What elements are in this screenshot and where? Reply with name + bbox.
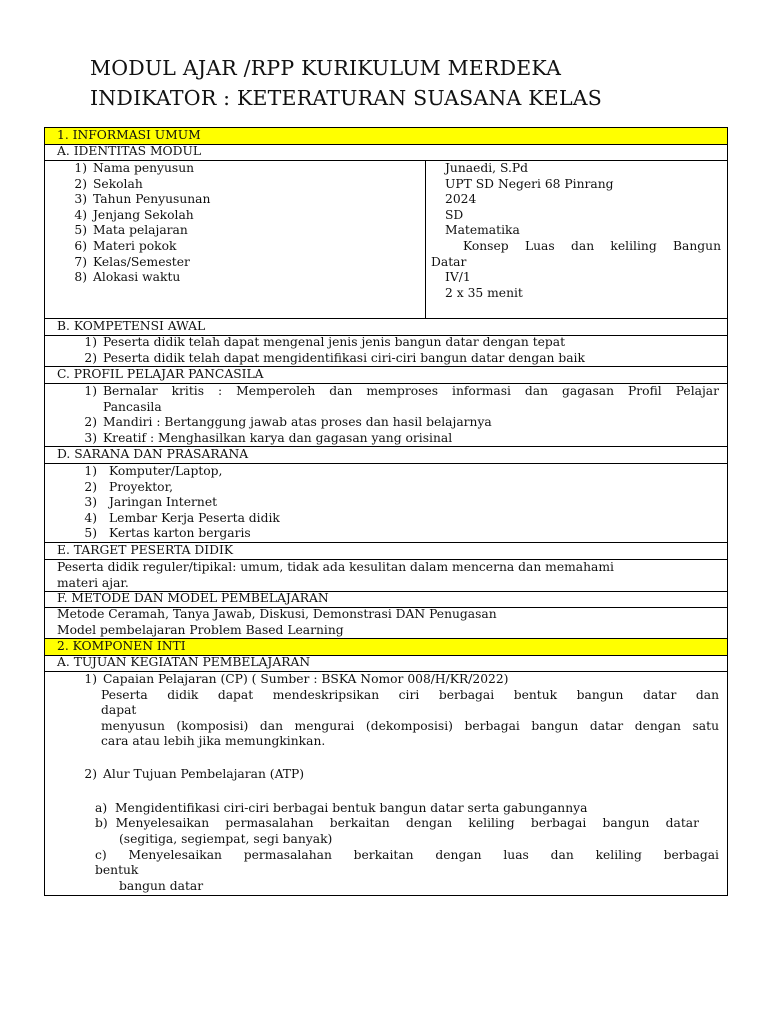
metode-text-line: Metode Ceramah, Tanya Jawab, Diskusi, Demonstrasi DAN Penugasan bbox=[57, 607, 497, 621]
metode-model-block bbox=[45, 607, 727, 639]
target-text-line: Peserta didik reguler/tipikal: umum, tidak ada kesulitan dalam mencerna dan memahami bbox=[57, 560, 614, 574]
profil-pancasila-block bbox=[45, 383, 727, 447]
document-title-line-1: MODUL AJAR /RPP KURIKULUM MERDEKA bbox=[90, 56, 562, 80]
list-item: 2) Peserta didik telah dapat mengidentifikasi ciri-ciri bangun datar dengan baik bbox=[84, 350, 585, 365]
cp-heading: 1) Capaian Pelajaran (CP) ( Sumber : BSKA Nomor 008/H/KR/2022) bbox=[84, 672, 509, 686]
section-komponen-inti-header bbox=[45, 639, 727, 656]
kompetensi-awal-label: B. KOMPETENSI AWAL bbox=[57, 319, 206, 333]
atp-item-a: a) Mengidentifikasi ciri-ciri berbagai bentuk bangun datar serta gabungannya bbox=[95, 801, 588, 815]
profil-list bbox=[75, 384, 719, 446]
identity-value: SD bbox=[445, 207, 464, 222]
identitas-modul-label: A. IDENTITAS MODUL bbox=[57, 144, 202, 158]
atp-item-c-continuation: bentuk bbox=[95, 863, 139, 877]
target-peserta-label: E. TARGET PESERTA DIDIK bbox=[57, 543, 234, 557]
tujuan-kegiatan-block bbox=[45, 671, 727, 895]
atp-heading: 2) Alur Tujuan Pembelajaran (ATP) bbox=[84, 767, 305, 781]
identitas-modul-block bbox=[45, 161, 727, 319]
list-item: 1) Bernalar kritis : Memperoleh dan memproses informasi dan gagasan Profil Pelajar bbox=[84, 384, 719, 398]
metode-text bbox=[57, 607, 497, 638]
list-item: 2) Mandiri : Bertanggung jawab atas proses dan hasil belajarnya bbox=[84, 415, 492, 430]
identity-label-row: 8) Alokasi waktu bbox=[74, 270, 181, 285]
list-item: 3) Jaringan Internet bbox=[84, 495, 218, 510]
identity-value: 2024 bbox=[445, 192, 477, 207]
section-komponen-inti-label: 2. KOMPONEN INTI bbox=[57, 639, 186, 653]
kompetensi-awal-block bbox=[45, 335, 727, 367]
metode-model-label: F. METODE DAN MODEL PEMBELAJARAN bbox=[57, 591, 329, 605]
atp-item-b-continuation: (segitiga, segiempat, segi banyak) bbox=[119, 832, 333, 846]
section-informasi-umum-label: 1. INFORMASI UMUM bbox=[57, 128, 201, 142]
identitas-modul-header bbox=[45, 144, 727, 161]
identity-values bbox=[431, 161, 721, 301]
sarana-prasarana-block bbox=[45, 463, 727, 543]
identity-label-row: 6) Materi pokok bbox=[74, 238, 177, 253]
kompetensi-list bbox=[75, 335, 585, 366]
metode-text-line: Model pembelajaran Problem Based Learning bbox=[57, 622, 344, 637]
section-informasi-umum-header bbox=[45, 128, 727, 145]
sarana-prasarana-label: D. SARANA DAN PRASARANA bbox=[57, 447, 249, 461]
tujuan-kegiatan-header bbox=[45, 655, 727, 672]
identity-label-row: 1) Nama penyusun bbox=[74, 161, 195, 175]
cp-text-line: Peserta didik dapat mendeskripsikan ciri berbagai bentuk bangun datar dan bbox=[101, 688, 719, 702]
target-peserta-header bbox=[45, 543, 727, 560]
identity-value: IV/1 bbox=[445, 270, 471, 285]
profil-pancasila-label: C. PROFIL PELAJAR PANCASILA bbox=[57, 367, 264, 381]
list-item: 4) Lembar Kerja Peserta didik bbox=[84, 510, 280, 525]
cp-text-line: menyusun (komposisi) dan mengurai (dekomposisi) berbagai bangun datar dengan satu bbox=[101, 719, 719, 733]
target-peserta-block bbox=[45, 559, 727, 592]
identity-label-row: 3) Tahun Penyusunan bbox=[74, 192, 211, 207]
identity-value: Matematika bbox=[445, 223, 520, 238]
identity-labels bbox=[65, 161, 210, 286]
identity-value: 2 x 35 menit bbox=[445, 285, 523, 300]
atp-item-b: b) Menyelesaikan permasalahan berkaitan dengan keliling berbagai bangun datar bbox=[95, 816, 699, 830]
sarana-list bbox=[75, 464, 280, 542]
list-item: 5) Kertas karton bergaris bbox=[84, 526, 251, 541]
column-divider bbox=[425, 161, 426, 318]
module-table bbox=[44, 127, 728, 896]
identity-value: Junaedi, S.Pd bbox=[445, 161, 529, 175]
identity-label-row: 2) Sekolah bbox=[74, 176, 143, 191]
document-title-line-2: INDIKATOR : KETERATURAN SUASANA KELAS bbox=[90, 86, 603, 110]
tujuan-kegiatan-label: A. TUJUAN KEGIATAN PEMBELAJARAN bbox=[57, 655, 311, 669]
atp-item-c: c) Menyelesaikan permasalahan berkaitan dengan luas dan keliling berbagai bbox=[95, 848, 719, 862]
identity-label-row: 7) Kelas/Semester bbox=[74, 254, 190, 269]
atp-item-c-continuation: bangun datar bbox=[119, 879, 204, 893]
sarana-prasarana-header bbox=[45, 447, 727, 464]
cp-text-line: cara atau lebih jika memungkinkan. bbox=[101, 734, 326, 748]
list-item-continuation: Pancasila bbox=[103, 399, 162, 414]
list-item: 1) Komputer/Laptop, bbox=[84, 464, 223, 478]
identity-label-row: 4) Jenjang Sekolah bbox=[74, 207, 194, 222]
profil-pancasila-header bbox=[45, 367, 727, 384]
list-item: 2) Proyektor, bbox=[84, 479, 174, 494]
identity-label-row: 5) Mata pelajaran bbox=[74, 223, 188, 238]
list-item: 1) Peserta didik telah dapat mengenal jenis jenis bangun datar dengan tepat bbox=[84, 335, 566, 349]
target-text-line: materi ajar. bbox=[57, 575, 129, 590]
identity-value: UPT SD Negeri 68 Pinrang bbox=[445, 176, 614, 191]
cp-text-line: dapat bbox=[101, 703, 137, 717]
metode-model-header bbox=[45, 591, 727, 608]
identity-value: Konsep Luas dan keliling Bangun bbox=[463, 238, 721, 253]
kompetensi-awal-header bbox=[45, 319, 727, 336]
identity-value: Datar bbox=[431, 254, 467, 269]
list-item: 3) Kreatif : Menghasilkan karya dan gagasan yang orisinal bbox=[84, 430, 453, 445]
target-text bbox=[57, 560, 614, 591]
